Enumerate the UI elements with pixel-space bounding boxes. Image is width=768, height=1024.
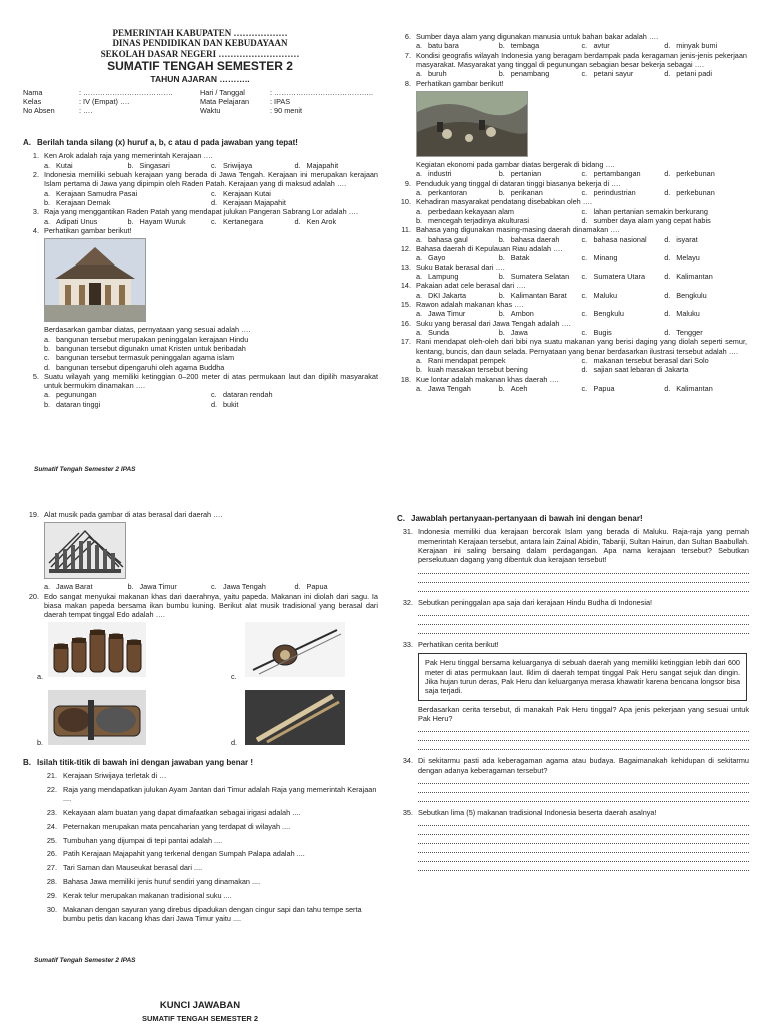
answer-option[interactable]: d. Maluku [664,309,700,319]
mc-right-column [395,32,747,393]
answer-option[interactable]: d. sajian saat lebaran di Jakarta [581,365,689,375]
answer-option[interactable]: d. sumber daya alam yang cepat habis [581,215,711,225]
answer-option[interactable]: a. Jawa Timur [416,309,466,319]
question-text: Rawon adalah makanan khas …. [416,299,524,309]
answer-line[interactable] [418,574,749,583]
exam-header [0,28,400,85]
answer-option[interactable]: a. batu bara [416,41,459,51]
fill-in-questions [23,771,378,923]
option-letter: d. [664,290,671,300]
info-value[interactable]: : …. [79,105,93,115]
answer-option[interactable]: c. dataran rendah [211,390,273,400]
option-letter: c. [581,383,588,393]
answer-option[interactable]: b. perikanan [498,187,543,197]
option-label[interactable]: a. [37,671,44,681]
question-text: Indonesia memiliki sebuah kerajaan yang berada di Jawa Tengah. Kerajaan ini merupakan kerajaan Islam pertama di Jawa yang dipimpin oleh Raden Patah. Kerajaan yang di maksud adalah …. [44,169,378,189]
option-letter: a. [416,41,423,51]
mc-question: 9. Penduduk yang tinggal di dataran tinggi biasanya bekerja di …. a. perkantoran b. perikanan c. perindustrian d. perkebunan [395,179,747,198]
mc-question [23,325,378,372]
answer-option[interactable]: d. Majapahit [294,160,339,170]
answer-option[interactable]: b. Kerajaan Demak [44,197,111,207]
answer-option[interactable]: c. Bugis [581,327,612,337]
answer-option[interactable]: c. petani sayur [581,69,634,79]
answer-option[interactable]: c. Sumatera Utara [581,271,646,281]
answer-line[interactable] [418,583,749,592]
option-letter: c. [581,271,588,281]
option-letter: b. [498,169,505,179]
option-letter: c. [581,206,588,216]
option-letter: b. [44,399,51,409]
answer-option[interactable]: c. Bengkulu [581,309,624,319]
option-letter: d. [664,271,671,281]
answer-line[interactable] [418,793,749,802]
answer-option[interactable]: c. Jawa Tengah [211,582,266,592]
question-text: Berdasarkan gambar diatas, pernyataan yang sesuai adalah …. [44,325,251,335]
answer-line[interactable] [418,835,749,844]
exam-page-1 [0,0,768,478]
info-row: Waktu : 90 menit [200,105,303,115]
option-letter: b. [44,197,51,207]
question-text: Sumber daya alam yang digunakan manusia untuk bahan bakar adalah …. [416,32,659,41]
question-20: 20. Edo sangat menyukai makanan khas dari daerahnya, yaitu papeda. Makanan ini diolah dari sagu. Ia biasa makan papeda bersama ikan bumbu kuning. Berikut alat musik tradisional yang berasal dari daerah tempat tinggal Edo adalah …. [28,591,378,620]
mc-question: 12. Bahasa daerah di Kepulauan Riau adalah …. a. Gayo b. Batak c. Minang d. Melayu [395,244,747,263]
option-letter: b. [498,327,505,337]
option-letter: a. [416,253,423,263]
option-letter: d. [664,41,671,51]
option-letter: d. [294,160,301,170]
answer-key-title: KUNCI JAWABAN [159,1000,241,1011]
fill-question[interactable]: 27. Tari Saman dan Mauseukat berasal dari .... [46,863,203,873]
answer-options [23,161,378,170]
option-letter: b. [498,234,505,244]
option-letter: b. [498,383,505,393]
option-letter: c. [211,216,217,226]
mc-question: 4. Perhatikan gambar berikut! [23,226,378,322]
answer-option[interactable]: c. Papua [581,383,615,393]
mc-question: 18. Kue lontar adalah makanan khas daerah …. a. Jawa Tengah b. Aceh c. Papua d. Kalimantan [395,375,747,394]
info-value[interactable]: : ………………………………….. [270,88,373,97]
answer-option[interactable]: c. Maluku [581,290,618,300]
answer-option[interactable]: c. lahan pertanian semakin berkurang [581,206,708,216]
answer-option[interactable]: b. mencegah terjadinya akulturasi [416,215,529,225]
question-text: Suatu wilayah yang memiliki ketinggian 0–200 meter di atas permukaan laut dan dipilih masyarakat untuk bermukim dinamakan …. [44,371,378,391]
mc-question: 10. Kehadiran masyarakat pendatang disebabkan oleh …. a. perbedaan kekayaan alam c. lahan pertanian semakin berkurang b. mencegah terjadinya akulturasi d. sumber daya alam yang cepat habis [395,197,747,225]
option-letter: b. [498,253,505,263]
info-value[interactable]: : IV (Empat) …. [79,96,130,106]
option-letter: d. [664,169,671,179]
mc-left-column [23,134,378,409]
option-letter: a. [44,334,51,344]
info-row: Nama : ………………………………. [23,88,173,97]
answer-option[interactable]: b. Jawa [498,327,528,337]
option-letter: c. [581,187,588,197]
option-letter: c. [211,188,217,198]
mc-question: 11. Bahasa yang digunakan masing-masing daerah dinamakan …. a. bahasa gaul b. bahasa daerah c. bahasa nasional d. isyarat [395,225,747,244]
option-letter: c. [581,253,588,263]
answer-option[interactable]: c. Minang [581,253,618,263]
answer-option[interactable]: a. Gayo [416,253,446,263]
fill-question[interactable]: 30. Makanan dengan sayuran yang direbus dipadukan dengan cingur sapi dan tahu tempe serta bumbu petis dan kacang khas dari Jawa Timur yaitu .... [46,904,362,923]
school-year: TAHUN AJARAN ……….. [150,74,250,85]
answer-option[interactable]: a. Kutai [44,160,73,170]
answer-option[interactable]: c. perindustrian [581,187,636,197]
answer-option[interactable]: a. Adipati Unus [44,216,98,226]
answer-option[interactable]: a. bangunan tersebut merupakan peninggalan kerajaan Hindu [44,334,249,344]
answer-line[interactable] [418,784,749,793]
mc-question [395,160,747,179]
rebab-image[interactable] [245,622,345,677]
option-letter: a. [416,290,423,300]
question-text: Suku Batak berasal dari …. [416,262,505,272]
question-text: Kehadiran masyarakat pendatang disebabkan oleh …. [416,197,593,207]
info-value: : 90 menit [270,105,303,115]
answer-options [23,217,378,226]
option-letter: d. [211,399,218,409]
info-value[interactable]: : ………………………………. [79,88,173,97]
answer-line[interactable] [418,826,749,835]
option-letter: c. [211,160,217,170]
essay-question: 31. Indonesia memiliki dua kerajaan bercorak Islam yang berada di Maluku. Raja-raja yang pernah memerintah Kerajaan tersebut, antara lain Zainal Abidin, Tabariji, Sultan Hairun, dan Sultan Baabullah. Kerajaan ini saling bersaing dalam perdagangan. Apa nama kerajaan tersebut? Sebutkan persekutuan dagang yang dibentuk dua kerajaan tersebut! [397,527,749,591]
answer-option[interactable]: a. Lampung [416,271,459,281]
answer-option[interactable]: d. bukit [211,399,239,409]
option-letter: b. [127,216,134,226]
answer-option[interactable]: d. Kerajaan Majapahit [211,197,286,207]
question-text: Perhatikan gambar berikut! [44,225,132,235]
option-letter: d. [664,234,671,244]
answer-option[interactable]: b. dataran tinggi [44,399,101,409]
info-row: No Absen : …. [23,105,93,115]
answer-option[interactable]: d. petani padi [664,69,712,79]
answer-option[interactable]: a. buruh [416,69,447,79]
answer-option[interactable]: d. Melayu [664,253,700,263]
answer-option[interactable]: c. Sriwijaya [211,160,253,170]
fill-question[interactable]: 26. Patih Kerajaan Majapahit yang terkenal dengan Sumpah Palapa adalah .... [46,849,305,859]
answer-options [395,272,747,281]
answer-option[interactable]: a. bahasa gaul [416,234,468,244]
angklung-image [44,522,126,579]
mc-question: 5. Suatu wilayah yang memiliki ketinggian 0–200 meter di atas permukaan laut dan dipilih masyarakat untuk bermukim dinamakan …. a. pegunungan c. dataran rendah b. dataran tinggi d. bukit [23,372,378,409]
answer-line[interactable] [418,565,749,574]
exam-title: SUMATIF TENGAH SEMESTER 2 [107,59,293,74]
answer-option[interactable]: c. bahasa nasional [581,234,647,244]
angklung-illustration [45,523,125,578]
answer-option[interactable]: c. avtur [581,41,610,51]
mining-image [416,91,528,157]
question-text: Perhatikan gambar berikut! [416,78,504,88]
answer-line[interactable] [418,625,749,634]
option-letter: a. [416,327,423,337]
q20-image-options [23,620,378,752]
mc-question: 2. Indonesia memiliki sebuah kerajaan yang berada di Jawa Tengah. Kerajaan ini merupakan kerajaan Islam pertama di Jawa yang dipimpin oleh Raden Patah. Kerajaan yang di maksud adalah …. a. Kerajaan Samudra Pasai c. Kerajaan Kutai b. Kerajaan Demak d. Kerajaan Majapahit [23,170,378,207]
answer-option[interactable]: b. tembaga [498,41,540,51]
answer-option[interactable]: b. Ambon [498,309,534,319]
option-letter: a. [44,216,51,226]
fill-question[interactable]: 23. Kekayaan alam buatan yang dapat dimafaatkan sebagai irigasi adalah .... [46,807,301,817]
header-line-3: SEKOLAH DASAR NEGERI ……………………… [100,48,300,59]
option-letter: a. [416,309,423,319]
question-text: Bahasa yang digunakan masing-masing daerah dinamakan …. [416,225,620,235]
answer-options [395,69,747,78]
answer-option[interactable]: b. Jawa Timur [127,582,177,592]
option-letter: b. [498,69,505,79]
option-letter: a. [416,206,423,216]
option-letter: b. [498,41,505,51]
fill-question[interactable]: 29. Kerak telur merupakan makanan tradisional suku .... [46,890,232,900]
option-letter: b. [127,160,134,170]
option-letter: a. [416,271,423,281]
answer-option[interactable]: b. pertanian [498,169,542,179]
option-letter: a. [416,169,423,179]
option-letter: b. [498,290,505,300]
mc-questions-left [23,151,378,409]
keraton-image [44,238,146,322]
option-letter: b. [498,187,505,197]
header-line-2: DINAS PENDIDIKAN DAN KEBUDAYAAN [112,38,288,49]
option-letter: d. [44,362,51,372]
answer-option[interactable]: b. Sumatera Selatan [498,271,570,281]
answer-option[interactable]: c. Kertanegara [211,216,264,226]
header-line-1: PEMERINTAH KABUPATEN ……………… [112,28,288,38]
story-question: Berdasarkan cerita tersebut, di manakah Pak Heru tinggal? Apa jenis pekerjaan yang sesuai untuk Pak Heru? [418,704,749,723]
student-info-right [200,89,400,115]
option-letter: d. [581,365,588,375]
option-letter: a. [44,188,51,198]
section-c-heading: C. Jawablah pertanyaan-pertanyaan di bawah ini dengan benar! [397,514,643,523]
page-footer: Sumatif Tengah Semester 2 IPAS [34,957,136,964]
essay-question: 35. Sebutkan lima (5) makanan tradisional Indonesia beserta daerah asalnya! [397,808,749,871]
option-letter: b. [498,309,505,319]
gendang-image[interactable] [48,622,146,677]
info-row: Kelas : IV (Empat) …. [23,96,130,106]
mc-question: 15. Rawon adalah makanan khas …. a. Jawa Timur b. Ambon c. Bengkulu d. Maluku [395,300,747,319]
question-text: Pakaian adat cele berasal dari …. [416,281,526,291]
answer-line[interactable] [418,607,749,616]
mc-question: 6. Sumber daya alam yang digunakan manusia untuk bahan bakar adalah …. a. batu bara b. tembaga c. avtur d. minyak bumi [395,32,747,51]
page-footer: Sumatif Tengah Semester 2 IPAS [34,466,136,473]
mc-question: 17. Rani mendapat oleh-oleh dari bibi nya suatu makanan yang berisi daging yang diolah seperti semur, kentang, buncis, dan daun selada. Pernyataan yang benar berdasarkan ilustrasi tersebut adalah …. a. Rani mendapat pempek c. makanan tersebut berasal dari Solo b. kuah masakan tersebut bening d. sajian saat lebaran di Jakarta [395,337,747,374]
answer-line[interactable] [418,862,749,871]
answer-option[interactable]: b. Batak [498,253,530,263]
answer-line[interactable] [418,853,749,862]
answer-option[interactable]: a. Rani mendapat pempek [416,355,506,365]
answer-option[interactable]: a. Jawa Barat [44,582,93,592]
answer-options [395,41,747,50]
answer-key-page [0,990,768,1024]
suling-image[interactable] [245,690,345,745]
option-letter: a. [416,187,423,197]
answer-options [395,291,747,300]
answer-option[interactable]: d. Papua [294,582,328,592]
answer-option[interactable]: d. Ken Arok [294,216,337,226]
answer-option[interactable]: c. bangunan tersebut termasuk peninggalan agama islam [44,353,235,363]
answer-option[interactable]: d. bangunan tersebut dipengaruhi oleh agama Buddha [44,362,225,372]
answer-options [395,169,747,178]
question-text: Rani mendapat oleh-oleh dari bibi nya suatu makanan yang berisi daging yang diolah seperti semur, kentang, buncis, dan daun selada. Pernyataan yang benar berdasarkan ilustrasi tersebut adalah …. [416,337,747,356]
fill-question[interactable]: 22. Raja yang mendapatkan julukan Ayam Jantan dari Timur adalah Raja yang memerintah Kerajaan .... [46,784,377,804]
info-row: Hari / Tanggal : ………………………………….. [200,88,373,97]
mc-question: 16. Suku yang berasal dari Jawa Tengah adalah …. a. Sunda b. Jawa c. Bugis d. Tengger [395,319,747,338]
question-text: Kue lontar adalah makanan khas daerah …. [416,374,559,384]
answer-option[interactable]: b. bangunan tersebut digunakn umat Kristen untuk beribadah [44,343,246,353]
option-letter: a. [416,383,423,393]
option-letter: d. [664,327,671,337]
kolintang-image[interactable] [48,690,146,745]
answer-option[interactable]: a. perkantoran [416,187,467,197]
option-letter: d. [294,216,301,226]
answer-option[interactable]: a. perbedaan kekayaan alam [416,206,515,216]
student-info-left [23,89,203,115]
answer-line[interactable] [418,741,749,750]
option-letter: c. [581,290,588,300]
answer-option[interactable]: b. bahasa daerah [498,234,560,244]
answer-options [395,235,747,244]
info-row: Mata Pelajaran : IPAS [200,96,291,106]
answer-option[interactable]: a. industri [416,169,452,179]
answer-option[interactable]: d. perkebunan [664,169,715,179]
section-a-heading: A. Berilah tanda silang (x) huruf a, b, c atau d pada jawaban yang tepat! [23,138,298,147]
option-letter: c. [581,169,588,179]
answer-option[interactable]: b. Kalimantan Barat [498,290,567,300]
section-b-heading: B. Isilah titik-titik di bawah ini dengan jawaban yang benar ! [23,757,254,767]
option-letter: c. [581,327,588,337]
option-letter: d. [664,253,671,263]
question-text: Raja yang menggantikan Raden Patah yang mendapat julukan Pangeran Sabrang Lor adalah …. [44,207,358,217]
answer-option[interactable]: d. Kalimantan [664,271,713,281]
answer-option[interactable]: d. perkebunan [664,187,715,197]
answer-options [23,390,378,409]
essay-questions [397,527,749,871]
option-letter: b. [416,215,423,225]
page2-right-column [397,510,749,877]
fill-question[interactable]: 21. Kerajaan Sriwijaya terletak di … [46,770,167,780]
option-letter: c. [211,390,217,400]
answer-option[interactable]: d. Kalimantan [664,383,713,393]
mc-question: 8. Perhatikan gambar berikut! [395,79,747,157]
option-letter: c. [44,353,50,363]
answer-options [395,356,747,375]
option-letter: c. [581,234,588,244]
option-letter: a. [44,390,51,400]
mc-question: 13. Suku Batak berasal dari …. a. Lampung b. Sumatera Selatan c. Sumatera Utara d. Kalimantan [395,263,747,282]
option-letter: c. [581,41,588,51]
answer-options [395,384,747,393]
mc-question: 1. Ken Arok adalah raja yang memerintah Kerajaan …. a. Kutai b. Singasari c. Sriwijaya d. Majapahit [23,151,378,170]
question-text: Kondisi geografis wilayah Indonesia yang beragam berdampak pada keragaman jenis-jenis pekerjaan masyarakat. Masyarakat yang tinggal di pegunungan sebagian besar bekerja sebagai …. [416,50,747,69]
info-value: : IPAS [270,96,291,106]
answer-options [395,188,747,197]
answer-line[interactable] [418,817,749,826]
question-text: Kegiatan ekonomi pada gambar diatas bergerak di bidang …. [416,159,615,169]
answer-option[interactable]: c. Kerajaan Kutai [211,188,271,198]
essay-question: 33. Perhatikan cerita berikut! Pak Heru tinggal bersama keluarganya di sebuah daerah yang memiliki ketinggian lebih dari 600 meter di atas permukaan laut. Iklim di daerah tempat tinggal Pak Heru sangat sejuk dan dingin. Jika hujan turun deras, Pak Heru dan keluarganya merasa khawatir karena bencana longsor bisa saja terjadi. Berdasarkan cerita tersebut, di manakah Pak Heru tinggal? Apa jenis pekerjaan yang sesuai untuk Pak Heru? [397,640,749,750]
answer-option[interactable]: b. kuah masakan tersebut bening [416,365,528,375]
answer-option[interactable]: d. Bengkulu [664,290,707,300]
answer-line[interactable] [418,723,749,732]
option-letter: d. [664,187,671,197]
answer-option[interactable]: d. isyarat [664,234,698,244]
option-label[interactable]: c. [231,671,237,681]
option-letter: b. [498,271,505,281]
answer-option[interactable]: a. pegunungan [44,390,97,400]
question-19: 19. Alat musik pada gambar di atas berasal dari daerah …. [28,510,223,519]
answer-option[interactable]: a. Jawa Tengah [416,383,471,393]
answer-line[interactable] [418,775,749,784]
fill-question[interactable]: 28. Bahasa Jawa memiliki jenis huruf sendiri yang dinamakan .... [46,877,261,886]
option-letter: a. [416,69,423,79]
answer-options [23,335,378,372]
answer-option[interactable]: a. DKI Jakarta [416,290,467,300]
essay-question: 34. Di sekitarmu pasti ada keberagaman agama atau budaya. Bagaimanakah kehidupan di sekitarmu dengan adanya keberagaman tersebut? [397,756,749,802]
question-text: Bahasa daerah di Kepulauan Riau adalah …. [416,243,563,253]
answer-option[interactable]: a. Kerajaan Samudra Pasai [44,188,138,198]
mc-question: 7. Kondisi geografis wilayah Indonesia yang beragam berdampak pada keragaman jenis-jenis pekerjaan masyarakat. Masyarakat yang tinggal di pegunungan sebagian besar bekerja sebagai …. a. buruh b. penambang c. petani sayur d. petani padi [395,51,747,79]
answer-line[interactable] [418,844,749,853]
question-text: Penduduk yang tinggal di dataran tinggi biasanya bekerja di …. [416,178,621,188]
option-letter: c. [581,69,588,79]
option-letter: c. [581,355,588,365]
option-letter: d. [581,215,588,225]
answer-option[interactable]: d. minyak bumi [664,41,718,51]
answer-option[interactable]: b. Aceh [498,383,528,393]
option-letter: b. [416,365,423,375]
option-letter: d. [211,197,218,207]
option-label[interactable]: d. [231,737,238,747]
answer-options [23,189,378,208]
answer-options [395,253,747,262]
answer-option[interactable]: a. Sunda [416,327,450,337]
mc-question: 3. Raja yang menggantikan Raden Patah yang mendapat julukan Pangeran Sabrang Lor adalah …. a. Adipati Unus b. Hayam Wuruk c. Kertanegara d. Ken Arok [23,207,378,226]
story-box: Pak Heru tinggal bersama keluarganya di sebuah daerah yang memiliki ketinggian lebih dari 600 meter di atas permukaan laut. Iklim di daerah tempat tinggal Pak Heru sangat sejuk dan dingin. Jika hujan turun deras, Pak Heru dan keluarganya merasa khawatir karena bencana longsor bisa saja terjadi. [418,653,747,700]
option-label[interactable]: b. [37,737,44,747]
option-letter: c. [581,309,588,319]
mc-question: 14. Pakaian adat cele berasal dari …. a. DKI Jakarta b. Kalimantan Barat c. Maluku d. Bengkulu [395,281,747,300]
option-letter: d. [664,69,671,79]
option-letter: d. [664,309,671,319]
answer-line[interactable] [418,616,749,625]
answer-line[interactable] [418,732,749,741]
answer-option[interactable]: b. Hayam Wuruk [127,216,186,226]
q19-options [23,582,378,591]
option-letter: b. [44,343,51,353]
answer-option[interactable]: c. makanan tersebut berasal dari Solo [581,355,709,365]
answer-options [395,309,747,318]
exam-page-2 [0,503,768,973]
question-text: Ken Arok adalah raja yang memerintah Kerajaan …. [44,151,213,161]
answer-option[interactable]: b. penambang [498,69,550,79]
fill-question[interactable]: 24. Peternakan merupakan mata pencaharian yang terdapat di wilayah .... [46,821,291,831]
mc-questions-right [395,32,747,393]
option-letter: a. [416,234,423,244]
question-text: Suku yang berasal dari Jawa Tengah adalah …. [416,318,571,328]
option-letter: a. [416,355,423,365]
answer-key-subtitle: SUMATIF TENGAH SEMESTER 2 [141,1014,259,1023]
essay-question: 32. Sebutkan peninggalan apa saja dari kerajaan Hindu Budha di Indonesia! [397,598,749,634]
option-letter: d. [664,383,671,393]
answer-option[interactable]: b. Singasari [127,160,170,170]
option-letter: a. [44,160,51,170]
answer-option[interactable]: c. pertambangan [581,169,641,179]
fill-question[interactable]: 25. Tumbuhan yang dijumpai di tepi pantai adalah .... [46,835,223,845]
answer-options [395,328,747,337]
answer-options [395,207,747,226]
page2-left-column [23,510,378,928]
answer-option[interactable]: d. Tengger [664,327,703,337]
